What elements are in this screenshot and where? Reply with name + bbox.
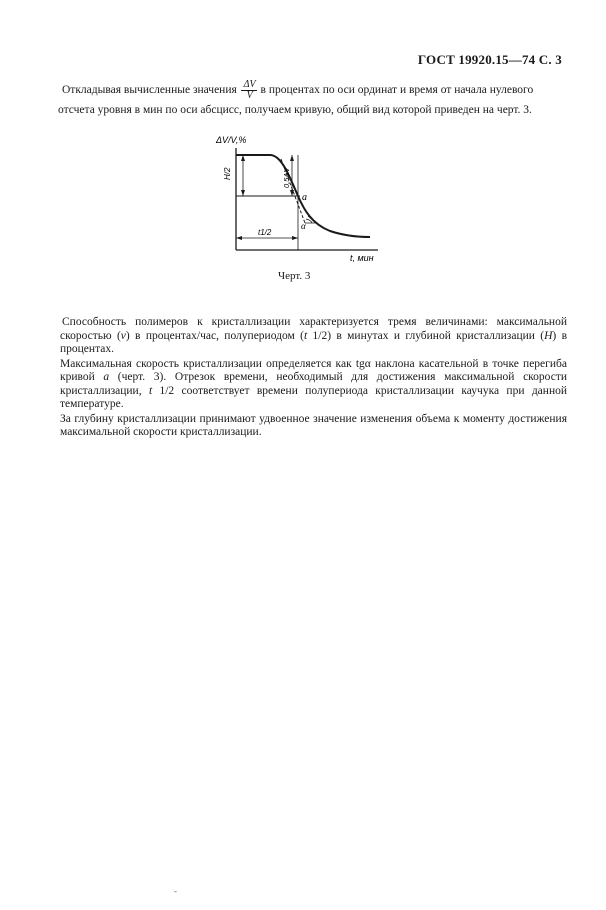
point-a-label: a: [302, 192, 307, 203]
p2-half: 1/2: [159, 384, 175, 397]
angle-arc: [306, 219, 312, 223]
paragraph-1: [60, 316, 567, 357]
p1-text-b: ) в процентах/час, полупериодом (: [125, 329, 304, 342]
p1-half: 1/2: [312, 329, 328, 342]
angle-label: α: [301, 221, 306, 231]
half-h-arrow-bottom: [241, 190, 245, 196]
p1-h: H: [544, 329, 553, 342]
p2-text-a: Максимальная скорость кристаллизации определяется как tgα наклона касательной в точке перегиба кривой: [60, 357, 567, 383]
p1-t: t: [303, 329, 308, 342]
delta-v-fraction: [241, 80, 257, 101]
figure-caption: Черт. 3: [278, 270, 311, 282]
body-text: [60, 316, 567, 441]
fraction-denominator: V: [246, 90, 253, 101]
t-half-arrow-right: [292, 236, 298, 240]
half-v-label: 0,5ΔV: [282, 167, 291, 188]
half-h-label: H/2: [223, 167, 232, 180]
intro-line2: отсчета уровня в мин по оси абсцисс, получаем кривую, общий вид которой приведен на черт. 3.: [58, 104, 532, 116]
p1-text-d: ) в процентах.: [60, 329, 568, 355]
y-axis-label: ΔV/V,%: [216, 135, 247, 145]
p2-text-c: соответствует времени полупериода кристаллизации каучука при данной температуре.: [60, 384, 567, 410]
p1-text-a: Способность полимеров к кристаллизации характеризуется тремя величинами: максимальной скоростью (: [60, 316, 567, 342]
x-axis-label: t, мин: [350, 253, 374, 263]
page-header: ГОСТ 19920.15—74 С. 3: [417, 52, 562, 67]
p2-text-b: (черт. 3). Отрезок времени, необходимый для достижения максимальной скорости кристаллизации,: [60, 371, 567, 397]
intro-text: [60, 80, 565, 120]
p1-text-c: ) в минутах и глубиной кристаллизации (: [327, 329, 545, 342]
half-v-arrow-top: [290, 155, 294, 161]
footer-mark: -: [174, 886, 177, 896]
p1-v: v: [120, 329, 126, 342]
p2-t: t: [148, 384, 153, 397]
t-half-arrow-left: [236, 236, 242, 240]
crystallization-curve-figure: [200, 128, 400, 268]
p2-a: a: [103, 371, 110, 383]
paragraph-2: [60, 358, 567, 412]
intro-line1-start: Откладывая вычисленные значения: [62, 84, 240, 97]
fraction-numerator: ΔV: [241, 80, 257, 91]
curve-diagram: [200, 128, 400, 268]
intro-line1-end: в процентах по оси ординат и время от начала нулевого: [257, 84, 534, 97]
t-half-label: t1/2: [258, 228, 272, 237]
paragraph-3: За глубину кристаллизации принимают удвоенное значение изменения объема к моменту достижения максимальной скорости кристаллизации.: [60, 412, 567, 438]
